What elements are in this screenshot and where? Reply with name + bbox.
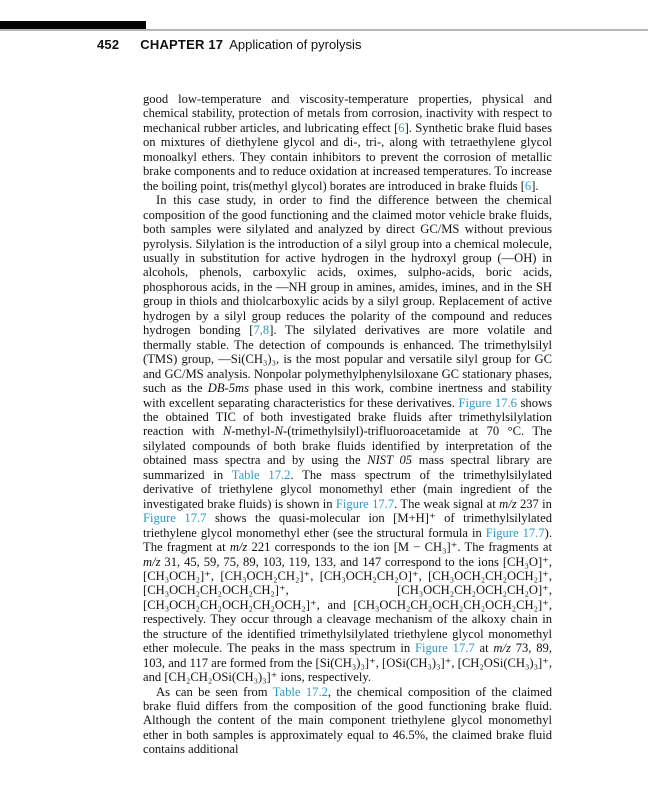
page-number: 452 (97, 37, 120, 52)
text-span: 237 in (516, 496, 552, 511)
chapter-title: Application of pyrolysis (229, 37, 362, 52)
figure-ref-17-7[interactable]: Figure 17.7 (485, 525, 545, 540)
figure-ref-17-7[interactable]: Figure 17.7 (143, 511, 207, 526)
italic-text: m/z (229, 540, 248, 555)
italic-text: NIST 05 (367, 453, 413, 468)
citation-link-6[interactable]: 6 (398, 120, 405, 135)
text-span: 73, 89, 103, and 117 are formed from the [Si(CH₃)₃]⁺, [OSi(CH₃)₃]⁺, [CH₂OSi(CH₃)₃]⁺, and [CH₂CH₂OSi(CH₃)₃]⁺ ions, respectively. (143, 641, 552, 685)
table-ref-17-2[interactable]: Table 17.2 (272, 684, 328, 699)
paragraph (143, 92, 552, 193)
figure-ref-17-7[interactable]: Figure 17.7 (415, 641, 475, 656)
text-span: In this case study, in order to find the difference between the chemical composition of the good functioning and the claimed motor vehicle brake fluids, both samples were silylated and analyzed by direct GC/MS without previous pyrolysis. Silylation is the introduction of a silyl group into a chemical molecule, usually in substitution for active hydrogen in the hydroxyl group (—OH) in alcohols, phenols, carboxylic acids, oximes, sulpho-acids, boric acids, phosphorous acids, in the —NH group in amines, amides, imines, and in the SH group in thiols and thiolcarboxylic acids by a silyl group. Replacement of active hydrogen by a silyl group reduces the polarity of the compound and reduces hydrogen bonding [ (143, 193, 552, 338)
citation-link-7-8[interactable]: 7,8 (253, 323, 270, 338)
italic-text: m/z (143, 554, 161, 569)
text-span: 221 corresponds to the ion [M − CH₃]⁺. The fragments at (247, 540, 552, 555)
text-span: mass spectral library are summarized in (143, 453, 552, 482)
text-span: , the chemical composition of the claimed brake fluid differs from the composition of the good functioning brake fluid. Although the content of the main component triethylene glycol monomethyl ether in both samples is approximately equal to 46.5%, the claimed brake fluid contains additional (143, 684, 552, 757)
text-span: -methyl- (231, 424, 275, 439)
header-rule (0, 29, 648, 31)
text-span: ). The fragment at (143, 525, 552, 555)
italic-text: m/z (493, 641, 511, 656)
italic-text: N (222, 424, 232, 439)
chapter-tab-bar (0, 21, 146, 29)
text-span: shows the quasi-molecular ion [M+H]⁺ of trimethylsilylated triethylene glycol monomethyl ether (see the structural formula in (143, 511, 552, 540)
text-span: -(trimethylsilyl)-trifluoroacetamide at 70 °C. The silylated compounds of both brake fluids identified by interpretation of the obtained mass spectra and by using the (143, 424, 552, 468)
text-span: shows the obtained TIC of both investigated brake fluids after trimethylsilylation reaction with (143, 395, 552, 439)
text-span: phase used in this work, combine inertness and stability with excellent separating characteristics for these derivatives. (143, 381, 552, 410)
italic-text: m/z (499, 496, 517, 511)
table-ref-17-2[interactable]: Table 17.2 (231, 467, 291, 482)
paragraph (143, 193, 552, 684)
page-body (143, 92, 552, 757)
italic-text: DB-5ms (207, 381, 250, 396)
figure-ref-17-6[interactable]: Figure 17.6 (458, 395, 517, 410)
citation-link-6[interactable]: 6 (524, 178, 532, 193)
text-span: 31, 45, 59, 75, 89, 103, 119, 133, and 147 correspond to the ions [CH₃O]⁺, [CH₃OCH₂]⁺, [CH₃OCH₂CH₂]⁺, [CH₃OCH₂CH₂O]⁺, [CH₃OCH₂CH₂OCH₂]⁺, [CH₃OCH₂CH₂OCH₂CH₂]⁺, [CH₃OCH₂CH₂OCH₂CH₂O]⁺, [CH₃OCH₂CH₂OCH₂CH₂OCH₂]⁺, and [CH₃OCH₂CH₂OCH₂CH₂OCH₂CH₂]⁺, respectively. They occur through a cleavage mechanism of the alkoxy chain in the structure of the identified trimethylsilylated triethylene glycol monomethyl ether molecule. The peaks in the mass spectrum in (143, 554, 552, 656)
text-span: . The weak signal at (394, 496, 500, 511)
figure-ref-17-7[interactable]: Figure 17.7 (335, 496, 395, 511)
text-span: As can be seen from (156, 684, 273, 699)
text-span: at (474, 641, 494, 656)
text-span: ]. (531, 178, 539, 193)
italic-text: N (274, 424, 283, 439)
text-span: ]. The silylated derivatives are more volatile and thermally stable. The detection of compounds is enhanced. The trimethylsilyl (TMS) group, —Si(CH₃)₃, is the most popular and versatile silyl group for GC and GC/MS analysis. Nonpolar polymethylphenylsiloxane GC stationary phases, such as the (143, 323, 553, 396)
text-span: ]. Synthetic brake fluid bases on mixtures of diethylene glycol and di-, tri-, along with tetraethylene glycol monoalkyl ethers. They contain inhibitors to prevent the corrosion of metallic brake components and to reduce oxidation at increased temperatures. To increase the boiling point, tris(methyl glycol) borates are introduced in brake fluids [ (143, 120, 552, 193)
chapter-label: CHAPTER 17 (140, 37, 224, 52)
text-span: good low-temperature and viscosity-temperature properties, physical and chemical stability, protection of metals from corrosion, inactivity with respect to mechanical rubber articles, and lubricating effect [ (143, 92, 552, 135)
page-header (97, 37, 361, 53)
paragraph (143, 685, 552, 757)
text-span: . The mass spectrum of the trimethylsilylated derivative of triethylene glycol monomethyl ether (main ingredient of the investigated brake fluids) is shown in (143, 467, 552, 511)
